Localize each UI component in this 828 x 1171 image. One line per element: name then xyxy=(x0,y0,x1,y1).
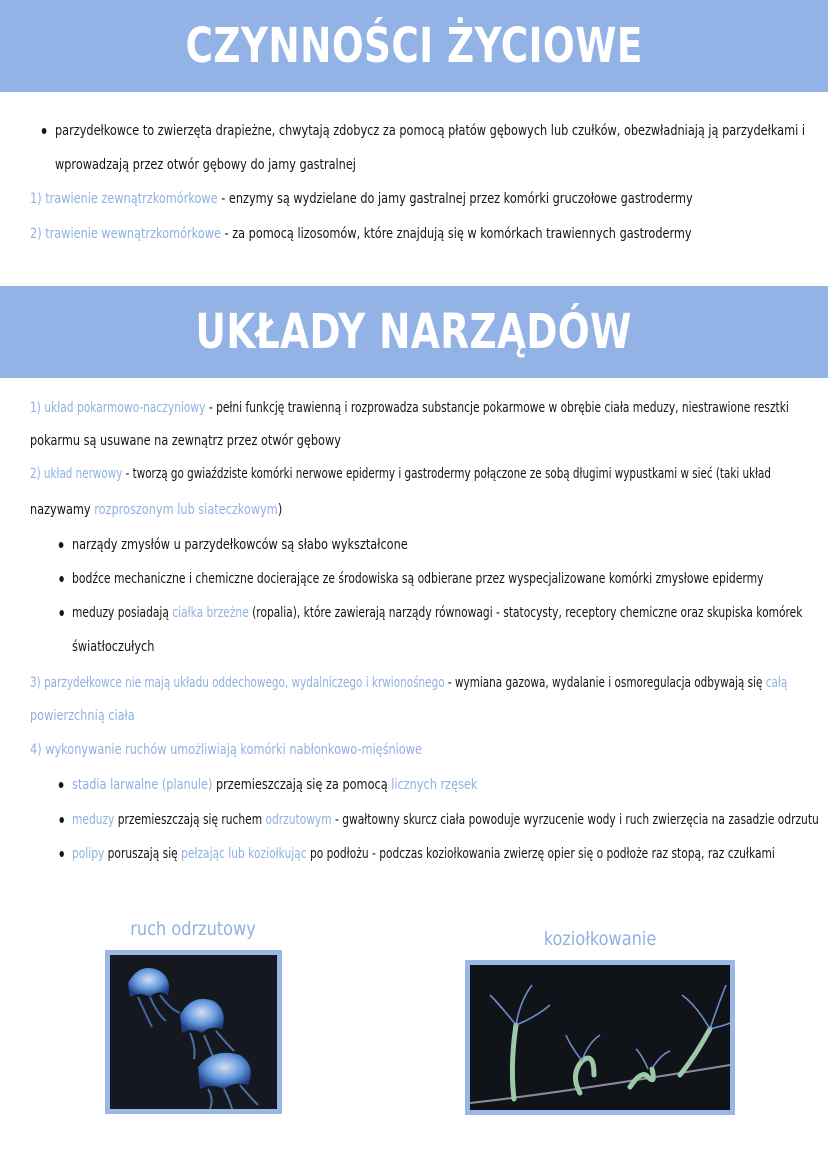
item-uklad-pokarmowy-line1 xyxy=(30,398,789,418)
text: ) xyxy=(277,502,283,518)
term: 4) wykonywanie ruchów umożliwiają komórki nabłonkowo-mięśniowe xyxy=(30,742,422,758)
text: wprowadzają przez otwór gębowy do jamy gastralnej xyxy=(55,157,356,173)
hydra-photo xyxy=(470,965,730,1110)
text: światłoczułych xyxy=(72,639,155,655)
term: ciałka brzeżne xyxy=(172,605,249,621)
term: meduzy xyxy=(72,812,115,828)
text: przemieszczają się ruchem xyxy=(114,812,266,828)
term: całą xyxy=(765,675,788,691)
caption-koziolkowanie: koziołkowanie xyxy=(543,928,657,950)
bullet-drapiezne-line1 xyxy=(55,121,805,141)
text: bodźce mechaniczne i chemiczne docierające ze środowiska są odbierane przez wyspecjalizowane komórki zmysłowe epidermy xyxy=(72,571,764,587)
term: pełzając lub koziołkując xyxy=(181,846,307,862)
header-banner-uklady xyxy=(0,286,828,378)
term: polipy xyxy=(72,846,105,862)
term: licznych rzęsek xyxy=(391,777,478,793)
item-uklad-pokarmowy-line2 xyxy=(30,431,341,451)
bullet-drapiezne-line2 xyxy=(55,155,356,175)
text: meduzy posiadają xyxy=(72,605,173,621)
item-uklad-nerwowy-line1 xyxy=(30,464,771,484)
term: rozproszonym lub siateczkowym xyxy=(94,502,278,518)
term: 2) trawienie wewnątrzkomórkowe xyxy=(30,226,221,242)
term: 1) układ pokarmowo-naczyniowy xyxy=(30,400,206,416)
text: (ropalia), które zawierają narządy równowagi - statocysty, receptory chemiczne oraz skupiska komórek xyxy=(248,605,803,621)
term: 3) parzydełkowce nie mają układu oddechowego, wydalniczego i krwionośnego xyxy=(30,675,445,691)
bullet-meduzy-ruch xyxy=(72,810,819,830)
text: - za pomocą lizosomów, które znajdują się w komórkach trawiennych gastrodermy xyxy=(220,226,692,242)
text: nazywamy xyxy=(30,502,95,518)
text: - tworzą go gwiaździste komórki nerwowe epidermy i gastrodermy połączone ze sobą długimi wypustkami w sieć (taki układ xyxy=(122,466,771,482)
item-uklad-nerwowy-line2 xyxy=(30,500,282,520)
bullet-bodzce xyxy=(72,569,764,589)
text: przemieszczają się za pomocą xyxy=(212,777,392,793)
text: parzydełkowce to zwierzęta drapieżne, chwytają zdobycz za pomocą płatów gębowych lub czułków, obezwładniają ją parzydełkami i xyxy=(55,123,806,139)
text: po podłożu - podczas koziołkowania zwierzę opier się o podłoże raz stopą, raz czułkami xyxy=(306,846,775,862)
item-trawienie-wewnatrz xyxy=(30,224,692,244)
text: - gwałtowny skurcz ciała powoduje wyrzucenie wody i ruch zwierzęcia na zasadzie odrzutu xyxy=(331,812,819,828)
text: poruszają się xyxy=(104,846,182,862)
text: - wymiana gazowa, wydalanie i osmoregulacja odbywają się xyxy=(444,675,766,691)
term: powierzchnią ciała xyxy=(30,708,135,724)
text: - pełni funkcję trawienną i rozprowadza substancje pokarmowe w obrębie ciała meduzy, niestrawione resztki xyxy=(205,400,789,416)
item-brak-ukladow-line1 xyxy=(30,673,787,693)
term: 2) układ nerwowy xyxy=(30,466,123,482)
item-ruchy xyxy=(30,740,422,760)
text: narządy zmysłów u parzydełkowców są słabo wykształcone xyxy=(72,537,408,553)
item-brak-ukladow-line2 xyxy=(30,706,135,726)
caption-ruch-odrzutowy: ruch odrzutowy xyxy=(130,918,256,940)
bullet-stadia-larwalne xyxy=(72,775,477,795)
text: - enzymy są wydzielane do jamy gastralnej przez komórki gruczołowe gastrodermy xyxy=(217,191,693,207)
section-title-uklady: UKŁADY NARZĄDÓW xyxy=(195,304,633,360)
term: 1) trawienie zewnątrzkomórkowe xyxy=(30,191,218,207)
photo-hydra-frame xyxy=(465,960,735,1115)
term: odrzutowym xyxy=(265,812,332,828)
bullet-cialka-brzezne-line2 xyxy=(72,637,154,657)
jellyfish-photo xyxy=(110,955,277,1109)
bullet-cialka-brzezne-line1 xyxy=(72,603,802,623)
bullet-polipy-ruch xyxy=(72,844,775,864)
section-title-czynnosci: CZYNNOŚCI ŻYCIOWE xyxy=(185,18,643,74)
photo-jellyfish-frame xyxy=(105,950,282,1114)
bullet-narzady-zmyslow xyxy=(72,535,408,555)
header-banner-czynnosci xyxy=(0,0,828,92)
item-trawienie-zewnatrz xyxy=(30,189,693,209)
text: pokarmu są usuwane na zewnątrz przez otwór gębowy xyxy=(30,433,341,449)
term: stadia larwalne (planule) xyxy=(72,777,213,793)
